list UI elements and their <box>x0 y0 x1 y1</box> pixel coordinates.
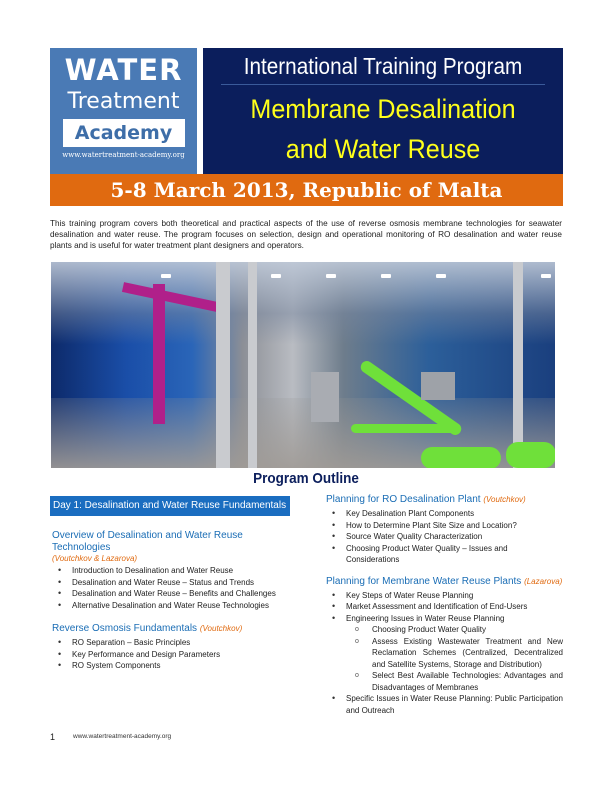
list-item: • RO System Components <box>72 660 302 672</box>
ceiling-light <box>436 274 446 278</box>
list-item: • Introduction to Desalination and Water Reuse <box>72 565 302 577</box>
magenta-pipe <box>153 284 165 424</box>
sub-list-item: o Select Best Available Technologies: Advantages and Disadvantages of Membranes <box>372 670 563 693</box>
bullet-list <box>52 565 302 611</box>
ceiling-light <box>381 274 391 278</box>
sub-list <box>346 624 563 693</box>
section-heading <box>326 494 563 506</box>
section-heading <box>52 623 302 635</box>
list-item: • Desalination and Water Reuse – Benefits and Challenges <box>72 588 302 600</box>
list-item-text: Engineering Issues in Water Reuse Planning <box>346 613 505 623</box>
left-column <box>52 530 302 672</box>
sub-list-item: o Choosing Product Water Quality <box>372 624 563 636</box>
list-item: • Market Assessment and Identification of End-Users <box>346 601 563 613</box>
intro-paragraph: This training program covers both theoretical and practical aspects of the use of reverse osmosis membrane technologies for seawater desalination and water reuse. The program focuses on selection, design and operational monitoring of RO desalination and water reuse plants and is useful for water treatment plant designers and operators. <box>50 219 562 250</box>
list-item: • Key Steps of Water Reuse Planning <box>346 590 563 602</box>
green-pipe <box>421 447 501 468</box>
magenta-pipe <box>122 282 222 313</box>
column <box>513 262 523 468</box>
green-pipe <box>506 442 555 468</box>
section-heading: Overview of Desalination and Water Reuse Technologies <box>52 530 243 553</box>
logo-water: WATER <box>64 53 183 87</box>
list-item: • Source Water Quality Characterization <box>346 531 563 543</box>
section-author: (Voutchkov & Lazarova) <box>52 554 138 563</box>
logo-academy: Academy <box>63 119 185 147</box>
column <box>248 262 257 468</box>
ceiling-light <box>541 274 551 278</box>
section-author: (Lazarova) <box>524 576 563 586</box>
title-line-2: and Water Reuse <box>285 134 481 164</box>
logo-url: www.watertreatment-academy.org <box>62 151 185 159</box>
section-heading <box>326 576 563 588</box>
list-item: • Specific Issues in Water Reuse Planning: Public Participation and Outreach <box>346 693 563 716</box>
section-author: (Voutchkov) <box>199 624 243 633</box>
green-pipe <box>351 424 461 433</box>
ceiling-light <box>271 274 281 278</box>
section-heading-text: Reverse Osmosis Fundamentals <box>52 623 198 634</box>
list-item: • Key Performance and Design Parameters <box>72 649 302 661</box>
list-item: • Choosing Product Water Quality – Issues and Considerations <box>346 543 563 566</box>
title-box <box>203 48 563 174</box>
footer-url: www.watertreatment-academy.org <box>73 733 172 740</box>
title-line-1: Membrane Desalination <box>250 94 516 124</box>
program-type: International Training Program <box>221 48 545 85</box>
list-item: • RO Separation – Basic Principles <box>72 637 302 649</box>
ceiling-light <box>161 274 171 278</box>
section-heading-text: Planning for Membrane Water Reuse Plants <box>326 575 522 587</box>
bullet-list <box>52 637 302 672</box>
page-number: 1 <box>50 732 56 742</box>
logo-treatment: Treatment <box>67 89 180 114</box>
sub-list-item: o Assess Existing Wastewater Treatment and New Reclamation Schemes (Centralized, Decentralized and Satellite Systems, Storage and Distribution) <box>372 636 563 671</box>
section-author: (Voutchkov) <box>483 495 526 504</box>
plant-photo <box>51 262 555 468</box>
bullet-list <box>326 590 563 717</box>
day1-bar: Day 1: Desalination and Water Reuse Fundamentals <box>50 496 290 516</box>
list-item: • Desalination and Water Reuse – Status and Trends <box>72 577 302 589</box>
list-item <box>346 613 563 694</box>
date-location-banner: 5-8 March 2013, Republic of Malta <box>50 174 563 206</box>
bullet-list <box>326 508 563 566</box>
program-outline-title: Program Outline <box>253 470 359 487</box>
right-column <box>326 494 563 716</box>
pump-unit <box>311 372 339 422</box>
pump-unit <box>421 372 455 400</box>
academy-logo <box>50 48 197 174</box>
ceiling-light <box>326 274 336 278</box>
section-heading-text: Planning for RO Desalination Plant <box>326 494 481 505</box>
column <box>216 262 230 468</box>
list-item: • Alternative Desalination and Water Reuse Technologies <box>72 600 302 612</box>
list-item: • How to Determine Plant Site Size and Location? <box>346 520 563 532</box>
list-item: • Key Desalination Plant Components <box>346 508 563 520</box>
